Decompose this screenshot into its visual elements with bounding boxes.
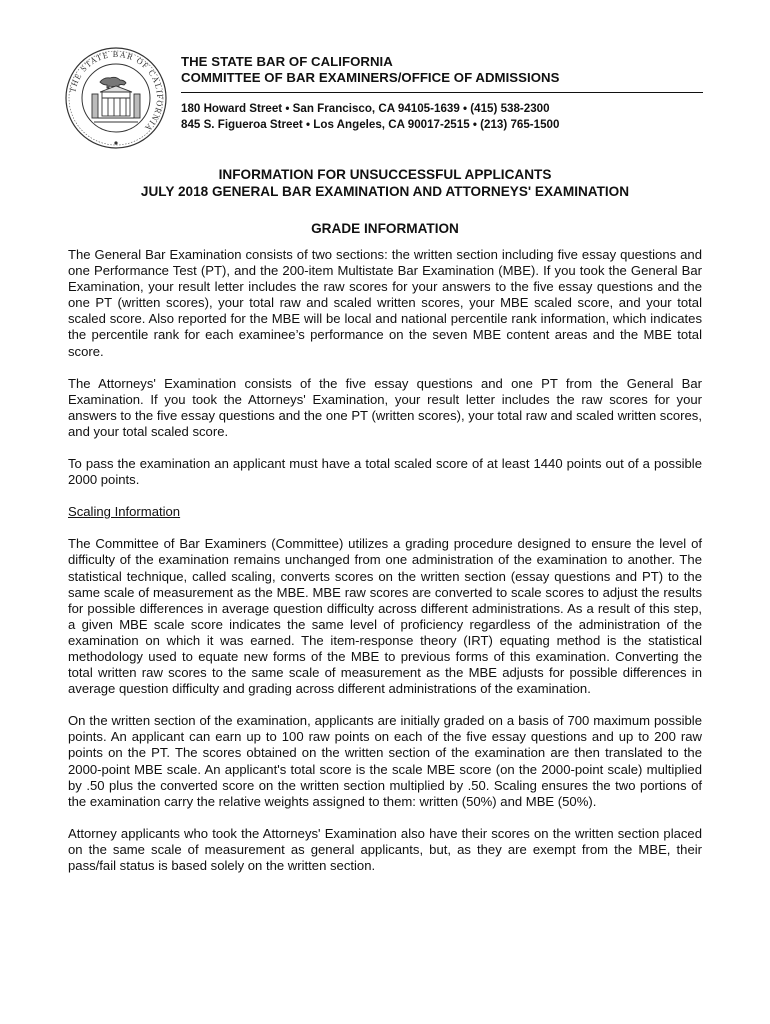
- grade-information-heading: GRADE INFORMATION: [311, 221, 459, 236]
- title-line-2: JULY 2018 GENERAL BAR EXAMINATION AND ATTORNEYS' EXAMINATION: [140, 184, 630, 199]
- address-san-francisco: 180 Howard Street • San Francisco, CA 94105-1639 • (415) 538-2300: [181, 102, 550, 115]
- paragraph-written-section: On the written section of the examination, applicants are initially graded on a basis of 700 maximum possible points. An applicant can earn up to 100 raw points on each of the five essay questions and up to 200 raw points on the PT. The scores obtained on the written section of the examination are then translated to the 2000-point MBE scale. An applicant's total score is the scale MBE score (on the 2000-point scale) multiplied by .50 plus the converted score on the written section multiplied by .50. Scaling ensures the two portions of the examination carry the relative weights assigned to them: written (50%) and MBE (50%).: [68, 713, 702, 809]
- paragraph-scaling: The Committee of Bar Examiners (Committee) utilizes a grading procedure designed to ensure the level of difficulty of the examination remains unchanged from one administration of the examination to another. The statistical technique, called scaling, converts scores on the written section (essay questions and PT) to the same scale of measurement as the MBE. MBE raw scores are converted to scale scores to adjust the results for possible differences in average question difficulty across different administrations. As a result of this step, a given MBE scale score indicates the same level of proficiency regardless of the administration of the examination on which it was earned. The item-response theory (IRT) equating method is the statistical methodology used to equate new forms of the MBE to previous forms of this examination. Converting the total written raw scores to the same scale of measurement as the MBE adjusts for possible differences in average question difficulty and grading across different administrations of the examination.: [68, 536, 702, 697]
- title-line-1: INFORMATION FOR UNSUCCESSFUL APPLICANTS: [218, 167, 552, 182]
- state-bar-seal-icon: [64, 46, 168, 150]
- address-los-angeles: 845 S. Figueroa Street • Los Angeles, CA 90017-2515 • (213) 765-1500: [181, 118, 560, 131]
- seal-ring-text: THE STATE BAR OF CALIFORNIA: [68, 49, 165, 134]
- org-name: THE STATE BAR OF CALIFORNIA: [181, 54, 393, 69]
- document-headings: [68, 166, 702, 237]
- paragraph-general-exam: The General Bar Examination consists of two sections: the written section including five essay questions and one Performance Test (PT), and the 200-item Multistate Bar Examination (MBE). If you took the General Bar Examination, your result letter includes the raw scores for your answers to the five essay questions and the one PT (written scores), your total raw and scaled written scores, your MBE scaled score, and your total scaled score. Also reported for the MBE will be local and national percentile rank information, which indicates the percentile rank for each examinee’s performance on the seven MBE content areas and the MBE total score.: [68, 247, 702, 359]
- paragraph-attorney-applicants: Attorney applicants who took the Attorneys' Examination also have their scores on the written section placed on the same scale of measurement as general applicants, but, as they are exempt from the MBE, their pass/fail status is based solely on the written section.: [68, 825, 702, 873]
- scaling-information-heading: Scaling Information: [68, 504, 181, 520]
- seal-graphic: [64, 46, 168, 150]
- committee-name: COMMITTEE OF BAR EXAMINERS/OFFICE OF ADMISSIONS: [181, 70, 560, 85]
- letterhead-divider: [181, 92, 703, 93]
- letterhead: [181, 54, 703, 133]
- paragraph-passing-score: To pass the examination an applicant must have a total scaled score of at least 1440 points out of a possible 2000 points.: [68, 456, 702, 488]
- paragraph-attorneys-exam: The Attorneys' Examination consists of the five essay questions and one PT from the General Bar Examination. If you took the Attorneys' Examination, your result letter includes the raw scores for your answers to the five essay questions and the one PT (written scores), your total raw and scaled written scores, and your total scaled score.: [68, 375, 702, 439]
- document-body: [68, 247, 702, 874]
